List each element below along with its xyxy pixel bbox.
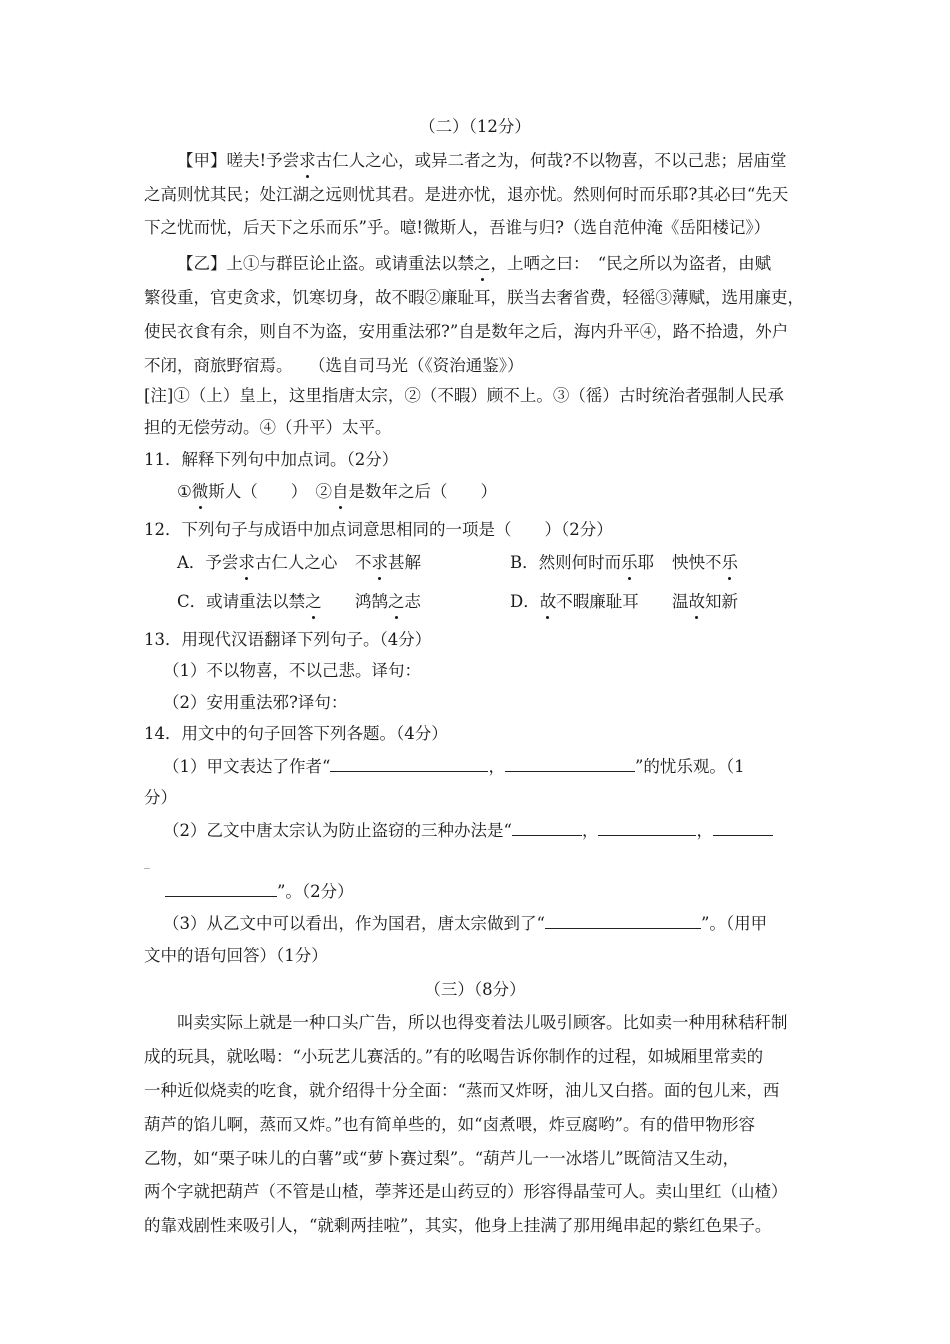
text: （1）甲文表达了作者“ [163,757,331,776]
question-12-option-d-idiom [672,590,738,614]
passage-yi-line-2: 繁役重，官吏贪求，饥寒切身，故不暇②廉耻耳，朕当去奢省费，轻徭③薄赋，选用廉吏， [144,288,804,307]
answer-blank[interactable] [713,819,773,836]
passage-3-line-6: 两个字就把葫芦（不管是山楂，荸荠还是山药豆的）形容得晶莹可人。卖山里红（山楂） [144,1182,788,1201]
text: ”的忧乐观。（1 [634,757,745,776]
answer-blank[interactable] [545,912,701,929]
question-12-stem: 12．下列句子与成语中加点词意思相同的一项是（ ）（2分） [144,520,613,539]
answer-blank[interactable] [505,755,635,772]
text: 不 [355,553,372,572]
note-line-1: [注]①（上）皇上，这里指唐太宗，②（不暇）顾不上。③（徭）古时统治者强制人民承 [144,386,784,405]
question-14-part-1-cont: 分） [144,788,177,807]
question-13-sentence-2: （2）安用重法邪?译句： [163,693,348,712]
emphasis-char: 之 [305,590,322,614]
question-14-part-1 [163,755,745,779]
passage-jia-line-1 [177,149,787,173]
passage-3-line-1: 叫卖实际上就是一种口头广告，所以也得变着法儿吸引顾客。比如卖一种用秫秸秆制 [177,1013,788,1032]
text: C．或请重法以禁 [177,592,306,611]
text: B．然则何时而 [510,553,622,572]
question-11-items [177,480,497,504]
answer-blank[interactable] [330,755,488,772]
question-14-part-3 [163,912,767,936]
passage-3-line-2: 成的玩具，就吆喝：“小玩艺儿赛活的。”有的吆喝告诉你制作的过程，如城厢里常卖的 [144,1047,764,1066]
question-14-stem: 14．用文中的句子回答下列各题。（4分） [144,724,448,743]
text: 【乙】上①与群臣论止盗。或请重法以禁 [177,254,474,273]
answer-blank[interactable] [598,819,696,836]
question-12-option-d [510,590,639,614]
question-14-part-2 [163,819,773,843]
question-12-option-c-idiom [355,590,421,614]
text: 不暇廉耻耳 [556,592,639,611]
text: 是数年之后（ ） [348,482,498,501]
emphasis-char: 故 [540,590,557,614]
text: 【甲】嗟夫!予尝 [177,151,300,170]
passage-jia-line-2: 之高则忧其民；处江湖之远则忧其君。是进亦忧，退亦忧。然则何时而乐耶?其必曰“先天 [144,185,789,204]
question-13-stem: 13．用现代汉语翻译下列句子。（4分） [144,630,432,649]
text: 志 [404,592,421,611]
question-14-part-2-underscore: _ [144,855,150,869]
text: （3）从乙文中可以看出，作为国君，唐太宗做到了“ [163,914,545,933]
passage-3-line-3: 一种近似烧卖的吃食，就介绍得十分全面：“蒸而又炸呀，油儿又白搭。面的包儿来，西 [144,1081,780,1100]
text: ”。（2分） [277,882,354,901]
note-line-2: 担的无偿劳动。④（升平）太平。 [144,418,392,437]
emphasis-char: 故 [689,590,706,614]
text: A．予尝 [177,553,239,572]
question-12-option-a [177,551,337,575]
emphasis-char: 乐 [722,551,739,575]
question-11-stem: 11．解释下列句中加点词。（2分） [144,450,399,469]
text: ① [177,482,192,501]
question-12-option-b-idiom [672,551,738,575]
text: ， [488,757,505,776]
text: 耶 [637,553,655,572]
text: 古仁人之心 [254,553,338,572]
passage-3-line-7: 的靠戏剧性来吸引人，“就剩两挂啦”，其实，他身上挂满了那用绳串起的紫红色果子。 [144,1216,772,1235]
passage-yi-line-3: 使民衣食有余，则自不为盗，安用重法邪?”自是数年之后，海内升平④，路不拾遗，外户 [144,322,789,341]
text: 温 [672,592,689,611]
emphasis-char: 乐 [621,551,638,575]
question-14-part-2-cont [165,880,354,904]
emphasis-char: 之 [388,590,405,614]
emphasis-char: 之 [474,252,491,276]
passage-yi-line-1 [177,252,771,276]
text: 甚解 [388,553,421,572]
text: 知新 [705,592,738,611]
text: 怏怏不 [672,553,722,572]
text: （2）乙文中唐太宗认为防止盗窃的三种办法是“ [163,821,512,840]
emphasis-char: 求 [372,551,389,575]
question-12-option-b [510,551,654,575]
answer-blank[interactable] [165,880,277,897]
passage-3-line-5: 乙物，如“栗子味儿的白薯”或“萝卜赛过梨”。“葫芦儿一一冰塔儿”既简洁又生动， [144,1149,740,1168]
text: D． [510,592,540,611]
passage-jia-line-3: 下之忧而忧，后天下之乐而乐”乎。噫!微斯人，吾谁与归?（选自范仲淹《岳阳楼记》） [144,218,771,237]
section-3-heading: （三）（8分） [424,980,526,999]
text: 古仁人之心，或异二者之为，何哉?不以物喜，不以己悲；居庙堂 [315,151,787,170]
text: 鸿鹄 [355,592,388,611]
answer-blank[interactable] [512,819,582,836]
passage-yi-line-4: 不闭，商旅野宿焉。 （选自司马光（《资治通鉴》） [144,356,524,375]
emphasis-char: 求 [299,149,316,173]
emphasis-char: 求 [238,551,255,575]
emphasis-char: 自 [332,480,349,504]
question-13-sentence-1: （1）不以物喜，不以己悲。译句： [163,661,421,680]
emphasis-char: 微 [192,480,209,504]
text: ， [581,821,599,840]
question-12-option-c [177,590,322,614]
text: ， [696,821,713,840]
text: 斯人（ ） ② [208,482,333,501]
text: ，上哂之曰： “民之所以为盗者，由赋 [490,254,772,273]
question-14-part-3-cont: 文中的语句回答）（1分） [144,946,328,965]
text: ”。（用甲 [700,914,768,933]
passage-3-line-4: 葫芦的馅儿啊，蒸而又炸。”也有简单些的，如“卤煮喂，炸豆腐哟”。有的借甲物形容 [144,1115,756,1134]
section-2-heading: （二）（12分） [419,117,531,136]
question-12-option-a-idiom [355,551,421,575]
